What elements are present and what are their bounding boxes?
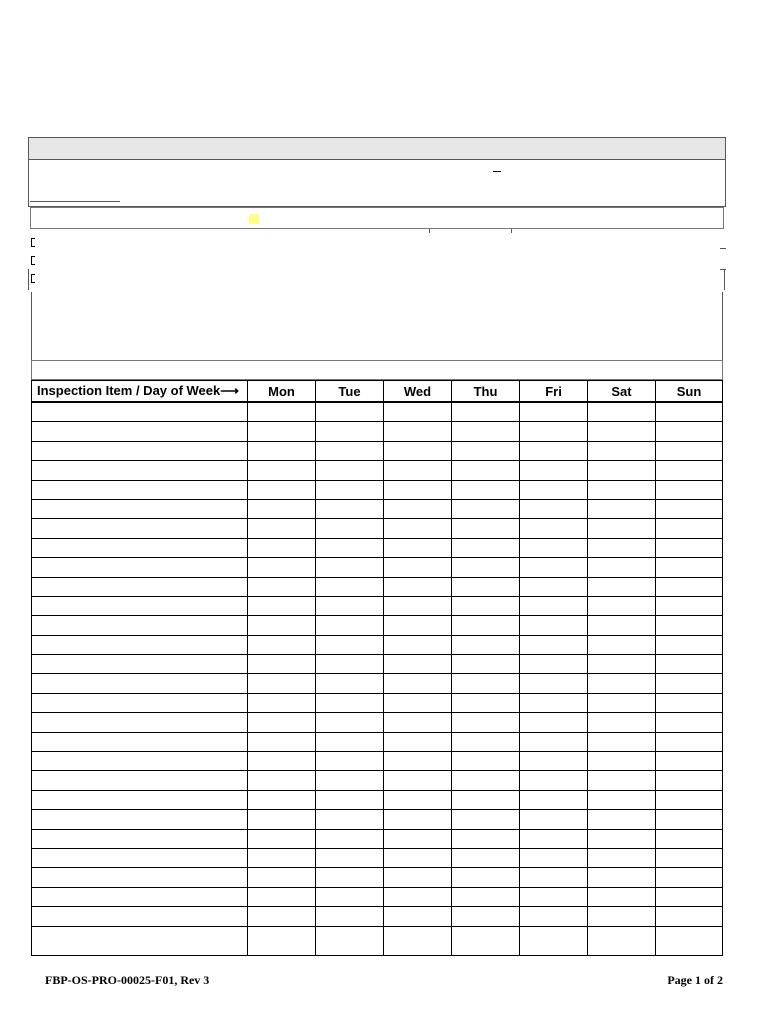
day-check-cell[interactable] [520, 752, 588, 771]
day-check-cell[interactable] [248, 926, 316, 955]
day-check-cell[interactable] [520, 790, 588, 809]
day-check-cell[interactable] [452, 887, 520, 906]
day-check-cell[interactable] [384, 790, 452, 809]
day-check-cell[interactable] [384, 499, 452, 518]
day-check-cell[interactable] [656, 577, 723, 596]
day-check-cell[interactable] [384, 655, 452, 674]
day-check-cell[interactable] [656, 693, 723, 712]
table-row [32, 461, 723, 480]
table-row [32, 752, 723, 771]
inspection-item-cell[interactable] [32, 635, 248, 654]
day-check-cell[interactable] [248, 732, 316, 751]
day-check-cell[interactable] [248, 810, 316, 829]
table-row [32, 693, 723, 712]
inspection-item-cell[interactable] [32, 558, 248, 577]
day-check-cell[interactable] [384, 848, 452, 867]
table-row [32, 848, 723, 867]
table-row [32, 732, 723, 751]
day-check-cell[interactable] [452, 693, 520, 712]
table-row [32, 868, 723, 887]
day-check-cell[interactable] [588, 441, 656, 460]
inspection-item-cell[interactable] [32, 907, 248, 926]
day-check-cell[interactable] [248, 422, 316, 441]
day-check-cell[interactable] [520, 713, 588, 732]
day-check-cell[interactable] [248, 499, 316, 518]
day-check-cell[interactable] [452, 616, 520, 635]
day-check-cell[interactable] [452, 713, 520, 732]
day-check-cell[interactable] [520, 868, 588, 887]
day-check-cell[interactable] [656, 499, 723, 518]
day-check-cell[interactable] [520, 480, 588, 499]
day-check-cell[interactable] [452, 499, 520, 518]
day-check-cell[interactable] [520, 538, 588, 557]
day-check-cell[interactable] [520, 771, 588, 790]
day-check-cell[interactable] [656, 868, 723, 887]
day-check-cell[interactable] [452, 771, 520, 790]
day-check-cell[interactable] [520, 829, 588, 848]
day-check-cell[interactable] [656, 441, 723, 460]
notes-area[interactable] [31, 292, 723, 360]
day-check-cell[interactable] [316, 402, 384, 422]
day-check-cell[interactable] [384, 558, 452, 577]
table-row [32, 480, 723, 499]
day-check-cell[interactable] [656, 655, 723, 674]
day-check-cell[interactable] [588, 829, 656, 848]
checkbox-3[interactable] [31, 274, 35, 283]
day-check-cell[interactable] [520, 577, 588, 596]
day-check-cell[interactable] [588, 752, 656, 771]
day-check-cell[interactable] [452, 848, 520, 867]
day-check-cell[interactable] [248, 461, 316, 480]
day-check-cell[interactable] [588, 577, 656, 596]
inspection-item-cell[interactable] [32, 480, 248, 499]
day-check-cell[interactable] [656, 752, 723, 771]
day-check-cell[interactable] [384, 926, 452, 955]
day-header-sun: Sun [656, 381, 723, 403]
day-check-cell[interactable] [248, 441, 316, 460]
grid-header-row [32, 381, 723, 403]
table-row [32, 887, 723, 906]
day-check-cell[interactable] [384, 732, 452, 751]
day-check-cell[interactable] [520, 810, 588, 829]
day-check-cell[interactable] [656, 635, 723, 654]
row-divider-stub [720, 269, 726, 270]
highlighted-field[interactable] [249, 214, 259, 224]
form-info-area [28, 160, 726, 207]
table-row [32, 926, 723, 955]
form-header-bar [28, 137, 726, 160]
day-check-cell[interactable] [248, 848, 316, 867]
day-check-cell[interactable] [656, 538, 723, 557]
day-check-cell[interactable] [384, 461, 452, 480]
day-check-cell[interactable] [452, 558, 520, 577]
day-check-cell[interactable] [384, 693, 452, 712]
day-check-cell[interactable] [384, 538, 452, 557]
table-row [32, 402, 723, 422]
day-check-cell[interactable] [520, 693, 588, 712]
day-check-cell[interactable] [316, 810, 384, 829]
day-check-cell[interactable] [656, 713, 723, 732]
box-edge [724, 269, 725, 290]
day-check-cell[interactable] [316, 577, 384, 596]
day-check-cell[interactable] [316, 519, 384, 538]
inspection-item-cell[interactable] [32, 771, 248, 790]
day-check-cell[interactable] [656, 519, 723, 538]
day-check-cell[interactable] [384, 422, 452, 441]
table-row [32, 616, 723, 635]
day-check-cell[interactable] [452, 655, 520, 674]
day-check-cell[interactable] [384, 713, 452, 732]
table-row [32, 635, 723, 654]
day-check-cell[interactable] [452, 752, 520, 771]
day-check-cell[interactable] [316, 868, 384, 887]
day-check-cell[interactable] [656, 887, 723, 906]
day-check-cell[interactable] [656, 810, 723, 829]
day-check-cell[interactable] [316, 480, 384, 499]
table-row [32, 771, 723, 790]
inspection-item-header [32, 381, 248, 403]
day-check-cell[interactable] [588, 402, 656, 422]
day-check-cell[interactable] [384, 907, 452, 926]
day-check-cell[interactable] [316, 674, 384, 693]
day-check-cell[interactable] [588, 713, 656, 732]
day-check-cell[interactable] [588, 926, 656, 955]
day-check-cell[interactable] [248, 538, 316, 557]
day-check-cell[interactable] [248, 771, 316, 790]
day-check-cell[interactable] [452, 422, 520, 441]
day-check-cell[interactable] [316, 848, 384, 867]
day-check-cell[interactable] [588, 635, 656, 654]
inspection-item-cell[interactable] [32, 752, 248, 771]
day-check-cell[interactable] [316, 713, 384, 732]
day-check-cell[interactable] [384, 577, 452, 596]
day-check-cell[interactable] [588, 868, 656, 887]
day-check-cell[interactable] [656, 926, 723, 955]
inspection-item-cell[interactable] [32, 538, 248, 557]
day-check-cell[interactable] [384, 635, 452, 654]
form-field-strip[interactable] [30, 207, 724, 229]
inspection-item-cell[interactable] [32, 868, 248, 887]
day-check-cell[interactable] [384, 752, 452, 771]
day-check-cell[interactable] [588, 887, 656, 906]
day-check-cell[interactable] [316, 771, 384, 790]
day-check-cell[interactable] [588, 810, 656, 829]
inspection-item-cell[interactable] [32, 596, 248, 615]
day-check-cell[interactable] [588, 499, 656, 518]
inspection-item-cell[interactable] [32, 616, 248, 635]
day-check-cell[interactable] [588, 538, 656, 557]
day-check-cell[interactable] [248, 635, 316, 654]
inspection-item-cell[interactable] [32, 790, 248, 809]
day-check-cell[interactable] [656, 790, 723, 809]
inspection-item-cell[interactable] [32, 693, 248, 712]
day-check-cell[interactable] [248, 907, 316, 926]
row-divider-stub [720, 248, 726, 249]
day-check-cell[interactable] [452, 907, 520, 926]
table-row [32, 422, 723, 441]
day-check-cell[interactable] [384, 674, 452, 693]
inspection-item-cell[interactable] [32, 422, 248, 441]
table-row [32, 538, 723, 557]
day-check-cell[interactable] [248, 868, 316, 887]
day-check-cell[interactable] [248, 577, 316, 596]
day-check-cell[interactable] [384, 441, 452, 460]
day-check-cell[interactable] [588, 461, 656, 480]
day-check-cell[interactable] [316, 422, 384, 441]
inspection-item-cell[interactable] [32, 519, 248, 538]
day-check-cell[interactable] [316, 596, 384, 615]
day-check-cell[interactable] [588, 558, 656, 577]
table-row [32, 810, 723, 829]
day-check-cell[interactable] [316, 538, 384, 557]
table-row [32, 499, 723, 518]
day-check-cell[interactable] [384, 616, 452, 635]
day-check-cell[interactable] [384, 402, 452, 422]
day-check-cell[interactable] [520, 926, 588, 955]
day-check-cell[interactable] [520, 848, 588, 867]
day-check-cell[interactable] [452, 519, 520, 538]
day-check-cell[interactable] [588, 848, 656, 867]
table-row [32, 829, 723, 848]
inspection-item-label: Inspection Item / Day of Week [37, 383, 221, 398]
day-check-cell[interactable] [248, 790, 316, 809]
day-check-cell[interactable] [520, 422, 588, 441]
day-check-cell[interactable] [520, 402, 588, 422]
day-check-cell[interactable] [656, 732, 723, 751]
day-check-cell[interactable] [316, 732, 384, 751]
inspection-item-cell[interactable] [32, 441, 248, 460]
day-check-cell[interactable] [452, 538, 520, 557]
day-check-cell[interactable] [248, 616, 316, 635]
day-check-cell[interactable] [316, 752, 384, 771]
day-check-cell[interactable] [384, 887, 452, 906]
inspection-item-cell[interactable] [32, 848, 248, 867]
table-row [32, 790, 723, 809]
day-check-cell[interactable] [316, 461, 384, 480]
day-check-cell[interactable] [452, 441, 520, 460]
day-check-cell[interactable] [452, 829, 520, 848]
column-divider-tick [429, 229, 430, 233]
day-check-cell[interactable] [316, 655, 384, 674]
checkbox-2[interactable] [31, 256, 35, 265]
inspection-item-cell[interactable] [32, 402, 248, 422]
header-dash-mark [493, 171, 501, 172]
day-check-cell[interactable] [248, 674, 316, 693]
day-check-cell[interactable] [316, 635, 384, 654]
day-check-cell[interactable] [384, 519, 452, 538]
day-check-cell[interactable] [452, 577, 520, 596]
day-check-cell[interactable] [248, 558, 316, 577]
day-check-cell[interactable] [656, 480, 723, 499]
day-check-cell[interactable] [248, 693, 316, 712]
inspection-grid [31, 380, 723, 956]
day-check-cell[interactable] [248, 596, 316, 615]
notes-subheader [31, 360, 723, 380]
day-check-cell[interactable] [248, 519, 316, 538]
inspection-item-cell[interactable] [32, 655, 248, 674]
inspection-item-cell[interactable] [32, 926, 248, 955]
column-divider-tick [511, 229, 512, 233]
day-header-fri: Fri [520, 381, 588, 403]
day-check-cell[interactable] [520, 635, 588, 654]
day-check-cell[interactable] [656, 558, 723, 577]
day-check-cell[interactable] [316, 693, 384, 712]
day-check-cell[interactable] [384, 480, 452, 499]
day-check-cell[interactable] [452, 674, 520, 693]
day-check-cell[interactable] [656, 402, 723, 422]
day-check-cell[interactable] [656, 422, 723, 441]
day-check-cell[interactable] [316, 558, 384, 577]
day-check-cell[interactable] [520, 499, 588, 518]
day-check-cell[interactable] [316, 616, 384, 635]
day-check-cell[interactable] [248, 480, 316, 499]
day-check-cell[interactable] [588, 732, 656, 751]
page-number: Page 1 of 2 [667, 973, 723, 987]
day-check-cell[interactable] [384, 596, 452, 615]
inspection-item-cell[interactable] [32, 461, 248, 480]
day-check-cell[interactable] [452, 868, 520, 887]
box-edge [28, 269, 29, 290]
day-check-cell[interactable] [248, 713, 316, 732]
day-check-cell[interactable] [588, 674, 656, 693]
day-check-cell[interactable] [452, 480, 520, 499]
table-row [32, 674, 723, 693]
day-check-cell[interactable] [588, 480, 656, 499]
day-check-cell[interactable] [656, 596, 723, 615]
day-check-cell[interactable] [588, 693, 656, 712]
day-check-cell[interactable] [656, 848, 723, 867]
day-check-cell[interactable] [520, 461, 588, 480]
inspection-item-cell[interactable] [32, 577, 248, 596]
day-check-cell[interactable] [452, 402, 520, 422]
day-check-cell[interactable] [656, 461, 723, 480]
day-check-cell[interactable] [656, 907, 723, 926]
day-check-cell[interactable] [520, 887, 588, 906]
inspection-item-cell[interactable] [32, 810, 248, 829]
inspection-item-cell[interactable] [32, 499, 248, 518]
day-check-cell[interactable] [452, 926, 520, 955]
day-check-cell[interactable] [588, 655, 656, 674]
day-check-cell[interactable] [588, 596, 656, 615]
day-header-wed: Wed [384, 381, 452, 403]
inspection-item-cell[interactable] [32, 674, 248, 693]
table-row [32, 577, 723, 596]
inspection-item-cell[interactable] [32, 732, 248, 751]
table-row [32, 907, 723, 926]
inspection-item-cell[interactable] [32, 829, 248, 848]
day-check-cell[interactable] [520, 732, 588, 751]
table-row [32, 596, 723, 615]
day-check-cell[interactable] [588, 616, 656, 635]
day-check-cell[interactable] [248, 887, 316, 906]
day-check-cell[interactable] [316, 907, 384, 926]
table-row [32, 558, 723, 577]
day-check-cell[interactable] [520, 441, 588, 460]
day-check-cell[interactable] [248, 655, 316, 674]
signature-line[interactable] [30, 201, 120, 202]
day-check-cell[interactable] [384, 829, 452, 848]
day-check-cell[interactable] [520, 907, 588, 926]
day-header-tue: Tue [316, 381, 384, 403]
day-check-cell[interactable] [452, 635, 520, 654]
table-row [32, 713, 723, 732]
day-header-sat: Sat [588, 381, 656, 403]
day-check-cell[interactable] [656, 616, 723, 635]
day-check-cell[interactable] [248, 752, 316, 771]
day-check-cell[interactable] [384, 810, 452, 829]
day-check-cell[interactable] [316, 926, 384, 955]
day-check-cell[interactable] [384, 771, 452, 790]
day-check-cell[interactable] [588, 790, 656, 809]
day-check-cell[interactable] [316, 829, 384, 848]
inspection-item-cell[interactable] [32, 887, 248, 906]
day-check-cell[interactable] [656, 674, 723, 693]
day-check-cell[interactable] [316, 887, 384, 906]
day-check-cell[interactable] [316, 441, 384, 460]
day-check-cell[interactable] [520, 558, 588, 577]
day-header-thu: Thu [452, 381, 520, 403]
day-check-cell[interactable] [452, 732, 520, 751]
table-row [32, 655, 723, 674]
day-check-cell[interactable] [316, 499, 384, 518]
day-header-mon: Mon [248, 381, 316, 403]
day-check-cell[interactable] [384, 868, 452, 887]
day-check-cell[interactable] [520, 655, 588, 674]
table-row [32, 519, 723, 538]
day-check-cell[interactable] [452, 461, 520, 480]
day-check-cell[interactable] [520, 596, 588, 615]
arrow-right-icon: ⟶ [220, 383, 239, 398]
day-check-cell[interactable] [520, 616, 588, 635]
checkbox-1[interactable] [31, 238, 35, 247]
day-check-cell[interactable] [452, 790, 520, 809]
day-check-cell[interactable] [452, 810, 520, 829]
day-check-cell[interactable] [520, 674, 588, 693]
day-check-cell[interactable] [656, 829, 723, 848]
day-check-cell[interactable] [588, 907, 656, 926]
inspection-item-cell[interactable] [32, 713, 248, 732]
day-check-cell[interactable] [588, 422, 656, 441]
table-row [32, 441, 723, 460]
day-check-cell[interactable] [248, 829, 316, 848]
day-check-cell[interactable] [588, 519, 656, 538]
day-check-cell[interactable] [248, 402, 316, 422]
day-check-cell[interactable] [452, 596, 520, 615]
day-check-cell[interactable] [316, 790, 384, 809]
day-check-cell[interactable] [520, 519, 588, 538]
day-check-cell[interactable] [656, 771, 723, 790]
day-check-cell[interactable] [588, 771, 656, 790]
document-id: FBP-OS-PRO-00025-F01, Rev 3 [45, 973, 210, 987]
